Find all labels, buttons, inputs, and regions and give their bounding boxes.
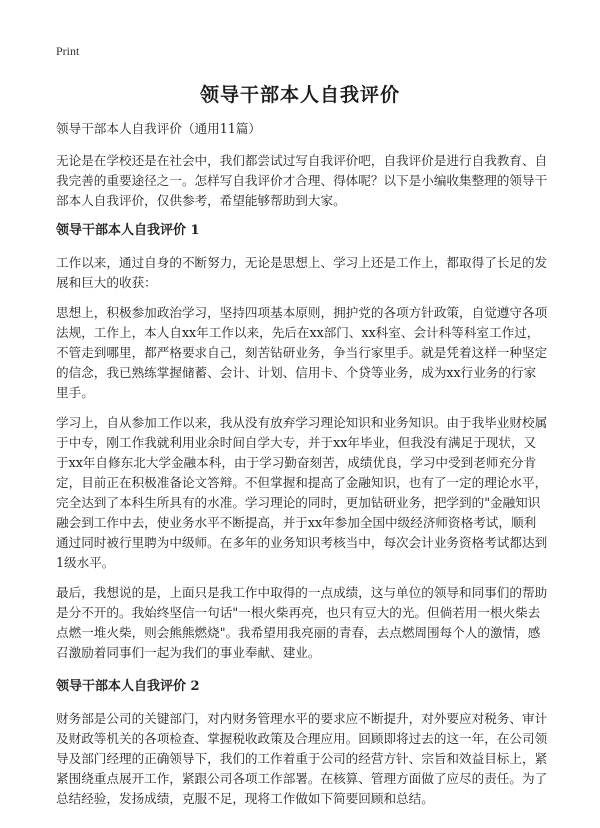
intro-paragraph: 无论是在学校还是在社会中，我们都尝试过写自我评价吧，自我评价是进行自我教育、自我完善的重要途径之一。怎样写自我评价才合理、得体呢？以下是小编收集整理的领导干部本人自我评价，仅供参考，希望能够帮助到大家。 bbox=[56, 153, 548, 208]
section-heading-2: 领导干部本人自我评价 2 bbox=[56, 679, 200, 694]
page-title: 领导干部本人自我评价 bbox=[199, 84, 400, 106]
document-body bbox=[56, 119, 548, 819]
section-1-paragraph-2: 思想上，积极参加政治学习，坚持四项基本原则，拥护党的各项方针政策，自觉遵守各项法规，工作上，本人自xx年工作以来，先后在xx部门、xx科室、会计科等科室工作过，不管走到哪里，都严格要求自己，刻苦钻研业务，争当行家里手。就是凭着这样一种坚定的信念，我已熟练掌握储蓄、会计、计划、信用卡、个贷等业务，成为xx行业务的行家里手。 bbox=[56, 305, 548, 400]
section-heading-1: 领导干部本人自我评价 1 bbox=[56, 223, 200, 238]
section-2-paragraph-1: 财务部是公司的关键部门，对内财务管理水平的要求应不断提升，对外要应对税务、审计及财政等机关的各项检查、掌握税收政策及合理应用。回顾即将过去的这一年，在公司领导及部门经理的正确领导下，我们的工作着重于公司的经营方针、宗旨和效益目标上，紧紧围绕重点展开工作，紧跟公司各项工作部署。在核算、管理方面做了应尽的责任。为了总结经验，发扬成绩，克服不足，现将工作做如下简要回顾和总结。 bbox=[56, 711, 548, 806]
document-subtitle: 领导干部本人自我评价（通用11篇） bbox=[56, 121, 261, 136]
section-1-paragraph-3: 学习上，自从参加工作以来，我从没有放弃学习理论知识和业务知识。由于我毕业财校属于中专，刚工作我就利用业余时间自学大专，并于xx年毕业，但我没有满足于现状，又于xx年自修东北大学金融本科，由于学习勤奋刻苦，成绩优良，学习中受到老师充分肯定，目前正在积极准备论文答辩。不但掌握和提高了金融知识，也有了一定的理论水平，完全达到了本科生所具有的水准。学习理论的同时，更加钻研业务，把学到的"金融知识融会到工作中去，使业务水平不断提高，并于xx年参加全国中级经济师资格考试，顺利通过同时被行里聘为中级师。在多年的业务知识考核当中，每次会计业务资格考试都达到1级水平。 bbox=[56, 415, 548, 570]
section-1-paragraph-1: 工作以来，通过自身的不断努力，无论是思想上、学习上还是工作上，都取得了长足的发展和巨大的收获： bbox=[56, 255, 548, 290]
section-1-paragraph-4: 最后，我想说的是，上面只是我工作中取得的一点成绩，这与单位的领导和同事们的帮助是分不开的。我始终坚信一句话"一根火柴再亮，也只有豆大的光。但倘若用一根火柴去点燃一堆火柴，则会熊熊燃烧"。我希望用我亮丽的青春，去点燃周围每个人的激情，感召激励着同事们一起为我们的事业奉献、建业。 bbox=[56, 585, 548, 660]
print-link[interactable]: Print bbox=[56, 44, 80, 58]
